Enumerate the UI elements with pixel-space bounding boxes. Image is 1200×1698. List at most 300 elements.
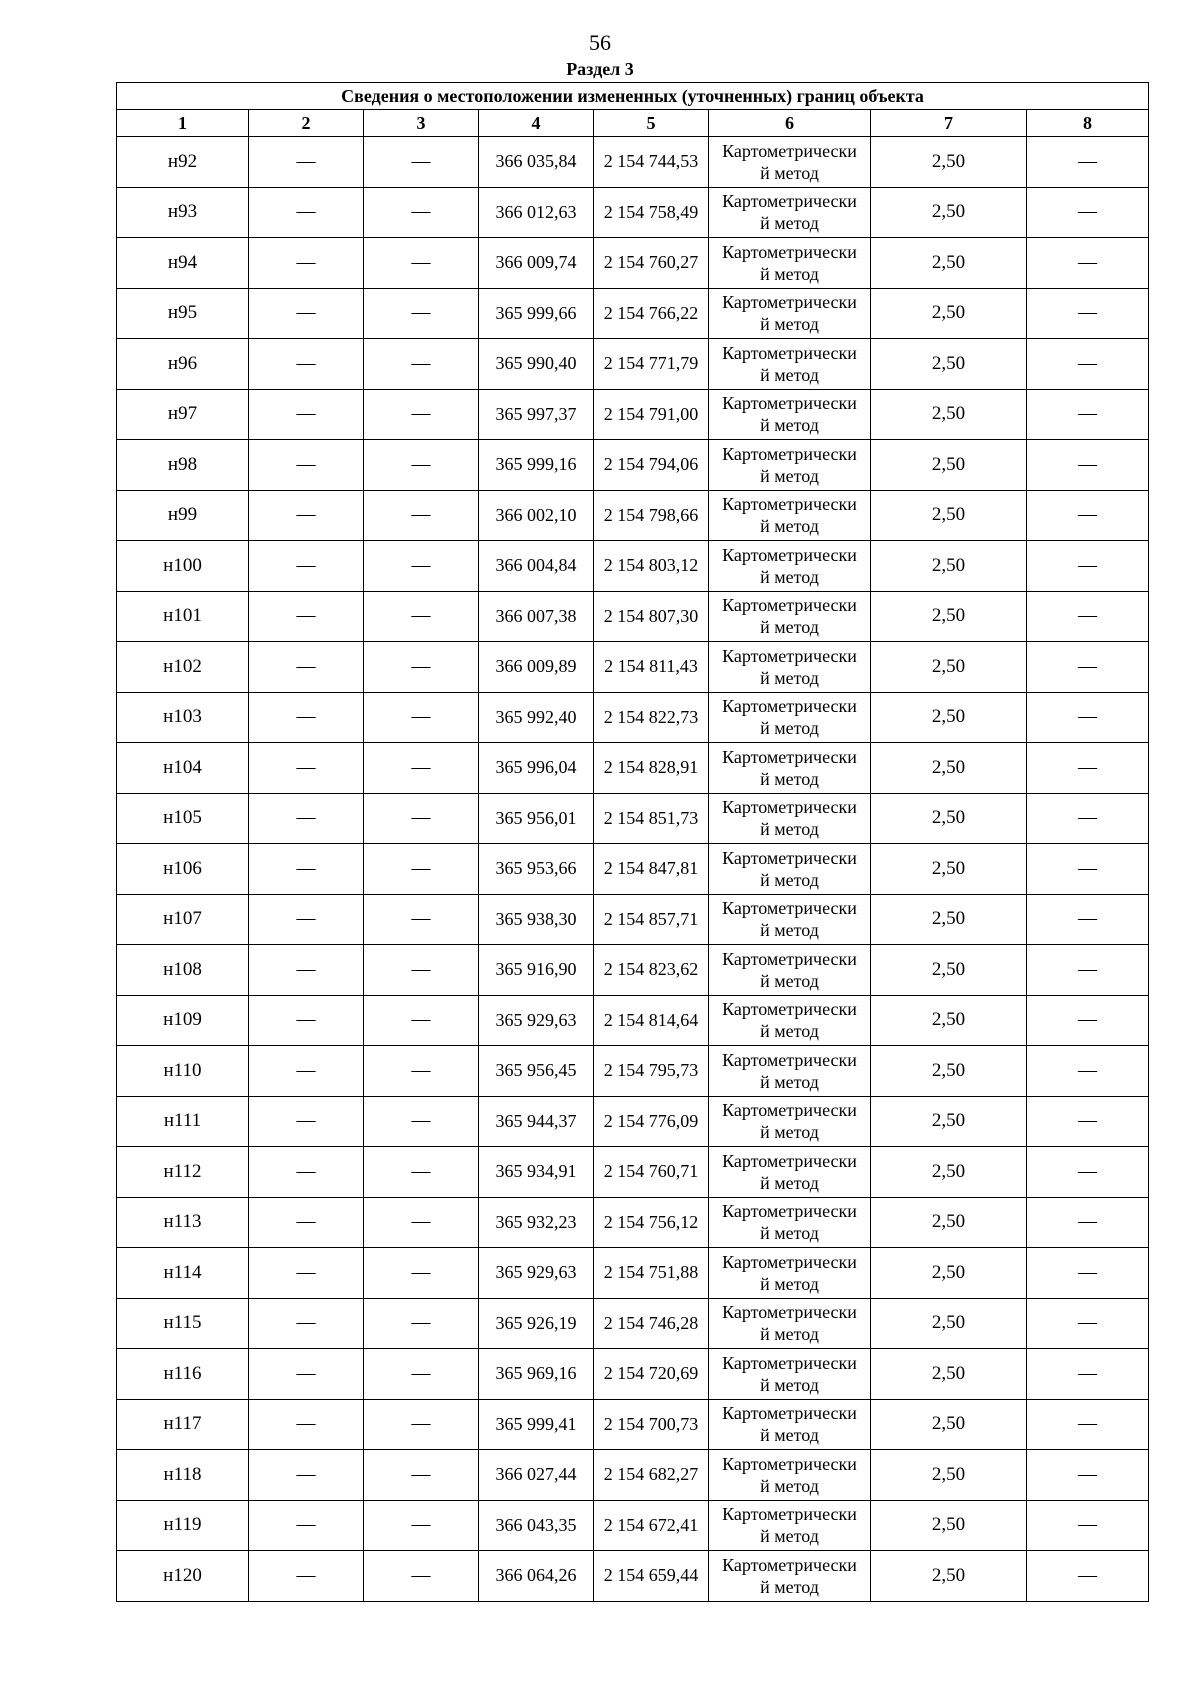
x-coordinate-cell: 366 007,38 [479, 591, 594, 642]
col2-cell: — [249, 440, 364, 491]
page-number: 56 [589, 30, 611, 55]
col2-cell: — [249, 1046, 364, 1097]
x-coordinate-cell: 366 012,63 [479, 187, 594, 238]
col8-cell: — [1027, 743, 1149, 794]
point-cell: н92 [117, 137, 249, 188]
col3-cell: — [364, 642, 479, 693]
method-cell [709, 844, 871, 895]
table-row [117, 844, 1149, 895]
y-coordinate-cell: 2 154 766,22 [594, 288, 709, 339]
method-line-1: Картометрически [722, 1100, 857, 1121]
table-row [117, 591, 1149, 642]
table-row [117, 1046, 1149, 1097]
method-line-1: Картометрически [722, 1251, 857, 1272]
y-coordinate-cell: 2 154 659,44 [594, 1551, 709, 1602]
col2-cell: — [249, 995, 364, 1046]
y-coordinate-cell: 2 154 851,73 [594, 793, 709, 844]
point-cell: н105 [117, 793, 249, 844]
col8-cell: — [1027, 541, 1149, 592]
method-cell [709, 1349, 871, 1400]
accuracy-cell: 2,50 [871, 490, 1027, 541]
accuracy-cell: 2,50 [871, 894, 1027, 945]
y-coordinate-cell: 2 154 847,81 [594, 844, 709, 895]
method-line-1: Картометрически [722, 898, 857, 919]
col3-cell: — [364, 238, 479, 289]
col8-cell: — [1027, 288, 1149, 339]
method-line-2: й метод [760, 213, 819, 234]
table-row [117, 440, 1149, 491]
col8-cell: — [1027, 1500, 1149, 1551]
y-coordinate-cell: 2 154 700,73 [594, 1399, 709, 1450]
table-row [117, 1399, 1149, 1450]
column-header: 1 [117, 110, 249, 137]
col8-cell: — [1027, 591, 1149, 642]
method-line-2: й метод [760, 1172, 819, 1193]
method-cell [709, 288, 871, 339]
col8-cell: — [1027, 137, 1149, 188]
col8-cell: — [1027, 238, 1149, 289]
y-coordinate-cell: 2 154 760,27 [594, 238, 709, 289]
x-coordinate-cell: 366 035,84 [479, 137, 594, 188]
col3-cell: — [364, 137, 479, 188]
method-line-1: Картометрически [722, 1352, 857, 1373]
x-coordinate-cell: 365 997,37 [479, 389, 594, 440]
table-row [117, 288, 1149, 339]
point-cell: н104 [117, 743, 249, 794]
col2-cell: — [249, 541, 364, 592]
y-coordinate-cell: 2 154 720,69 [594, 1349, 709, 1400]
method-line-2: й метод [760, 1576, 819, 1597]
point-cell: н98 [117, 440, 249, 491]
col2-cell: — [249, 743, 364, 794]
accuracy-cell: 2,50 [871, 137, 1027, 188]
col2-cell: — [249, 591, 364, 642]
table-row [117, 1500, 1149, 1551]
method-line-1: Картометрически [722, 595, 857, 616]
point-cell: н100 [117, 541, 249, 592]
boundary-coordinates-table [116, 82, 1149, 1602]
point-cell: н118 [117, 1450, 249, 1501]
table-row [117, 894, 1149, 945]
point-cell: н107 [117, 894, 249, 945]
method-line-1: Картометрически [722, 544, 857, 565]
method-line-2: й метод [760, 1021, 819, 1042]
method-line-2: й метод [760, 1374, 819, 1395]
col3-cell: — [364, 1450, 479, 1501]
accuracy-cell: 2,50 [871, 1500, 1027, 1551]
x-coordinate-cell: 365 929,63 [479, 995, 594, 1046]
point-cell: н120 [117, 1551, 249, 1602]
method-line-2: й метод [760, 667, 819, 688]
col8-cell: — [1027, 844, 1149, 895]
accuracy-cell: 2,50 [871, 288, 1027, 339]
method-cell [709, 743, 871, 794]
point-cell: н97 [117, 389, 249, 440]
col8-cell: — [1027, 389, 1149, 440]
accuracy-cell: 2,50 [871, 1046, 1027, 1097]
method-cell [709, 1248, 871, 1299]
y-coordinate-cell: 2 154 760,71 [594, 1147, 709, 1198]
method-line-1: Картометрически [722, 1504, 857, 1525]
method-cell [709, 1500, 871, 1551]
method-line-2: й метод [760, 1425, 819, 1446]
col2-cell: — [249, 894, 364, 945]
x-coordinate-cell: 365 999,16 [479, 440, 594, 491]
col3-cell: — [364, 1046, 479, 1097]
col8-cell: — [1027, 995, 1149, 1046]
col2-cell: — [249, 1248, 364, 1299]
x-coordinate-cell: 365 932,23 [479, 1197, 594, 1248]
method-line-2: й метод [760, 869, 819, 890]
y-coordinate-cell: 2 154 758,49 [594, 187, 709, 238]
accuracy-cell: 2,50 [871, 995, 1027, 1046]
col2-cell: — [249, 1399, 364, 1450]
point-cell: н99 [117, 490, 249, 541]
col2-cell: — [249, 339, 364, 390]
x-coordinate-cell: 365 934,91 [479, 1147, 594, 1198]
method-line-2: й метод [760, 768, 819, 789]
point-cell: н96 [117, 339, 249, 390]
method-line-2: й метод [760, 465, 819, 486]
column-header: 5 [594, 110, 709, 137]
table-row [117, 541, 1149, 592]
x-coordinate-cell: 366 009,89 [479, 642, 594, 693]
method-cell [709, 1298, 871, 1349]
y-coordinate-cell: 2 154 672,41 [594, 1500, 709, 1551]
table-row [117, 1551, 1149, 1602]
table-row [117, 642, 1149, 693]
table-row [117, 793, 1149, 844]
method-cell [709, 945, 871, 996]
method-line-1: Картометрически [722, 292, 857, 313]
x-coordinate-cell: 365 990,40 [479, 339, 594, 390]
accuracy-cell: 2,50 [871, 440, 1027, 491]
y-coordinate-cell: 2 154 771,79 [594, 339, 709, 390]
point-cell: н117 [117, 1399, 249, 1450]
point-cell: н115 [117, 1298, 249, 1349]
method-line-1: Картометрически [722, 1150, 857, 1171]
accuracy-cell: 2,50 [871, 1349, 1027, 1400]
column-header: 2 [249, 110, 364, 137]
method-cell [709, 591, 871, 642]
accuracy-cell: 2,50 [871, 1399, 1027, 1450]
accuracy-cell: 2,50 [871, 844, 1027, 895]
col8-cell: — [1027, 945, 1149, 996]
col8-cell: — [1027, 793, 1149, 844]
method-cell [709, 490, 871, 541]
x-coordinate-cell: 365 956,01 [479, 793, 594, 844]
method-line-2: й метод [760, 314, 819, 335]
x-coordinate-cell: 365 953,66 [479, 844, 594, 895]
column-header: 8 [1027, 110, 1149, 137]
col3-cell: — [364, 490, 479, 541]
method-line-1: Картометрически [722, 443, 857, 464]
y-coordinate-cell: 2 154 814,64 [594, 995, 709, 1046]
col2-cell: — [249, 1551, 364, 1602]
accuracy-cell: 2,50 [871, 642, 1027, 693]
section-title: Раздел 3 [566, 59, 634, 79]
method-line-2: й метод [760, 1526, 819, 1547]
method-cell [709, 1096, 871, 1147]
method-line-2: й метод [760, 415, 819, 436]
method-line-2: й метод [760, 819, 819, 840]
table-row [117, 692, 1149, 743]
y-coordinate-cell: 2 154 744,53 [594, 137, 709, 188]
point-cell: н101 [117, 591, 249, 642]
col8-cell: — [1027, 440, 1149, 491]
y-coordinate-cell: 2 154 795,73 [594, 1046, 709, 1097]
x-coordinate-cell: 365 999,66 [479, 288, 594, 339]
col3-cell: — [364, 1197, 479, 1248]
column-header: 7 [871, 110, 1027, 137]
accuracy-cell: 2,50 [871, 1197, 1027, 1248]
col8-cell: — [1027, 187, 1149, 238]
col2-cell: — [249, 389, 364, 440]
accuracy-cell: 2,50 [871, 339, 1027, 390]
table-row [117, 339, 1149, 390]
method-cell [709, 1551, 871, 1602]
col2-cell: — [249, 1500, 364, 1551]
table-row [117, 1197, 1149, 1248]
method-cell [709, 1197, 871, 1248]
col2-cell: — [249, 288, 364, 339]
y-coordinate-cell: 2 154 823,62 [594, 945, 709, 996]
method-line-2: й метод [760, 920, 819, 941]
accuracy-cell: 2,50 [871, 793, 1027, 844]
col8-cell: — [1027, 1248, 1149, 1299]
accuracy-cell: 2,50 [871, 389, 1027, 440]
col8-cell: — [1027, 339, 1149, 390]
method-cell [709, 793, 871, 844]
col3-cell: — [364, 1399, 479, 1450]
table-row [117, 995, 1149, 1046]
method-line-1: Картометрически [722, 1554, 857, 1575]
method-line-1: Картометрически [722, 1403, 857, 1424]
table-row [117, 490, 1149, 541]
col8-cell: — [1027, 490, 1149, 541]
method-line-1: Картометрически [722, 1201, 857, 1222]
method-line-1: Картометрически [722, 847, 857, 868]
method-line-2: й метод [760, 516, 819, 537]
col3-cell: — [364, 1147, 479, 1198]
column-header: 4 [479, 110, 594, 137]
method-cell [709, 440, 871, 491]
column-header: 3 [364, 110, 479, 137]
y-coordinate-cell: 2 154 776,09 [594, 1096, 709, 1147]
x-coordinate-cell: 365 938,30 [479, 894, 594, 945]
method-line-2: й метод [760, 1475, 819, 1496]
method-line-1: Картометрически [722, 342, 857, 363]
col2-cell: — [249, 692, 364, 743]
method-cell [709, 995, 871, 1046]
col3-cell: — [364, 844, 479, 895]
method-line-2: й метод [760, 263, 819, 284]
x-coordinate-cell: 365 956,45 [479, 1046, 594, 1097]
accuracy-cell: 2,50 [871, 1147, 1027, 1198]
x-coordinate-cell: 365 969,16 [479, 1349, 594, 1400]
x-coordinate-cell: 366 027,44 [479, 1450, 594, 1501]
method-line-1: Картометрически [722, 393, 857, 414]
table-body [117, 137, 1149, 1602]
point-cell: н108 [117, 945, 249, 996]
point-cell: н112 [117, 1147, 249, 1198]
col8-cell: — [1027, 1349, 1149, 1400]
col8-cell: — [1027, 1298, 1149, 1349]
method-line-1: Картометрически [722, 999, 857, 1020]
method-line-2: й метод [760, 1223, 819, 1244]
col3-cell: — [364, 995, 479, 1046]
col3-cell: — [364, 945, 479, 996]
col2-cell: — [249, 238, 364, 289]
accuracy-cell: 2,50 [871, 238, 1027, 289]
table-row [117, 187, 1149, 238]
col3-cell: — [364, 541, 479, 592]
col3-cell: — [364, 1500, 479, 1551]
y-coordinate-cell: 2 154 803,12 [594, 541, 709, 592]
y-coordinate-cell: 2 154 811,43 [594, 642, 709, 693]
point-cell: н116 [117, 1349, 249, 1400]
y-coordinate-cell: 2 154 798,66 [594, 490, 709, 541]
point-cell: н93 [117, 187, 249, 238]
y-coordinate-cell: 2 154 794,06 [594, 440, 709, 491]
col2-cell: — [249, 187, 364, 238]
accuracy-cell: 2,50 [871, 541, 1027, 592]
col2-cell: — [249, 1096, 364, 1147]
col3-cell: — [364, 894, 479, 945]
y-coordinate-cell: 2 154 751,88 [594, 1248, 709, 1299]
method-line-2: й метод [760, 1122, 819, 1143]
x-coordinate-cell: 365 926,19 [479, 1298, 594, 1349]
column-header: 6 [709, 110, 871, 137]
col8-cell: — [1027, 642, 1149, 693]
table-row [117, 1298, 1149, 1349]
x-coordinate-cell: 365 992,40 [479, 692, 594, 743]
table-row [117, 945, 1149, 996]
method-cell [709, 1450, 871, 1501]
point-cell: н114 [117, 1248, 249, 1299]
method-line-2: й метод [760, 1324, 819, 1345]
col2-cell: — [249, 1197, 364, 1248]
accuracy-cell: 2,50 [871, 692, 1027, 743]
col3-cell: — [364, 1298, 479, 1349]
table-row [117, 137, 1149, 188]
col3-cell: — [364, 1349, 479, 1400]
x-coordinate-cell: 366 043,35 [479, 1500, 594, 1551]
col2-cell: — [249, 844, 364, 895]
method-line-1: Картометрически [722, 1049, 857, 1070]
method-cell [709, 1046, 871, 1097]
col8-cell: — [1027, 1096, 1149, 1147]
method-line-1: Картометрически [722, 696, 857, 717]
col3-cell: — [364, 793, 479, 844]
method-cell [709, 187, 871, 238]
col2-cell: — [249, 1147, 364, 1198]
method-line-2: й метод [760, 364, 819, 385]
method-line-1: Картометрически [722, 948, 857, 969]
col3-cell: — [364, 440, 479, 491]
table-row [117, 1147, 1149, 1198]
point-cell: н103 [117, 692, 249, 743]
x-coordinate-cell: 365 999,41 [479, 1399, 594, 1450]
method-line-2: й метод [760, 970, 819, 991]
col3-cell: — [364, 389, 479, 440]
col3-cell: — [364, 288, 479, 339]
table-row [117, 1096, 1149, 1147]
col8-cell: — [1027, 1551, 1149, 1602]
col8-cell: — [1027, 1197, 1149, 1248]
column-header-row [117, 110, 1149, 137]
col3-cell: — [364, 187, 479, 238]
method-line-1: Картометрически [722, 241, 857, 262]
accuracy-cell: 2,50 [871, 743, 1027, 794]
accuracy-cell: 2,50 [871, 1551, 1027, 1602]
y-coordinate-cell: 2 154 822,73 [594, 692, 709, 743]
method-line-2: й метод [760, 566, 819, 587]
x-coordinate-cell: 365 944,37 [479, 1096, 594, 1147]
table-row [117, 389, 1149, 440]
col8-cell: — [1027, 1450, 1149, 1501]
col2-cell: — [249, 490, 364, 541]
accuracy-cell: 2,50 [871, 1096, 1027, 1147]
method-line-2: й метод [760, 1273, 819, 1294]
col8-cell: — [1027, 692, 1149, 743]
y-coordinate-cell: 2 154 828,91 [594, 743, 709, 794]
accuracy-cell: 2,50 [871, 1298, 1027, 1349]
accuracy-cell: 2,50 [871, 591, 1027, 642]
col2-cell: — [249, 793, 364, 844]
col8-cell: — [1027, 1399, 1149, 1450]
col8-cell: — [1027, 1046, 1149, 1097]
point-cell: н95 [117, 288, 249, 339]
method-line-1: Картометрически [722, 645, 857, 666]
col3-cell: — [364, 339, 479, 390]
y-coordinate-cell: 2 154 857,71 [594, 894, 709, 945]
col3-cell: — [364, 1551, 479, 1602]
col3-cell: — [364, 692, 479, 743]
table-caption: Сведения о местоположении измененных (уточненных) границ объекта [117, 83, 1149, 110]
y-coordinate-cell: 2 154 791,00 [594, 389, 709, 440]
method-cell [709, 642, 871, 693]
method-cell [709, 339, 871, 390]
method-cell [709, 137, 871, 188]
x-coordinate-cell: 365 929,63 [479, 1248, 594, 1299]
x-coordinate-cell: 365 996,04 [479, 743, 594, 794]
accuracy-cell: 2,50 [871, 945, 1027, 996]
accuracy-cell: 2,50 [871, 1450, 1027, 1501]
y-coordinate-cell: 2 154 756,12 [594, 1197, 709, 1248]
col2-cell: — [249, 1349, 364, 1400]
accuracy-cell: 2,50 [871, 187, 1027, 238]
y-coordinate-cell: 2 154 682,27 [594, 1450, 709, 1501]
col8-cell: — [1027, 894, 1149, 945]
method-line-2: й метод [760, 617, 819, 638]
method-line-2: й метод [760, 718, 819, 739]
col3-cell: — [364, 743, 479, 794]
y-coordinate-cell: 2 154 807,30 [594, 591, 709, 642]
method-cell [709, 1399, 871, 1450]
point-cell: н94 [117, 238, 249, 289]
table-row [117, 1349, 1149, 1400]
method-line-1: Картометрически [722, 494, 857, 515]
method-cell [709, 692, 871, 743]
col3-cell: — [364, 591, 479, 642]
col3-cell: — [364, 1096, 479, 1147]
col2-cell: — [249, 1450, 364, 1501]
accuracy-cell: 2,50 [871, 1248, 1027, 1299]
method-cell [709, 541, 871, 592]
method-line-1: Картометрически [722, 191, 857, 212]
point-cell: н111 [117, 1096, 249, 1147]
